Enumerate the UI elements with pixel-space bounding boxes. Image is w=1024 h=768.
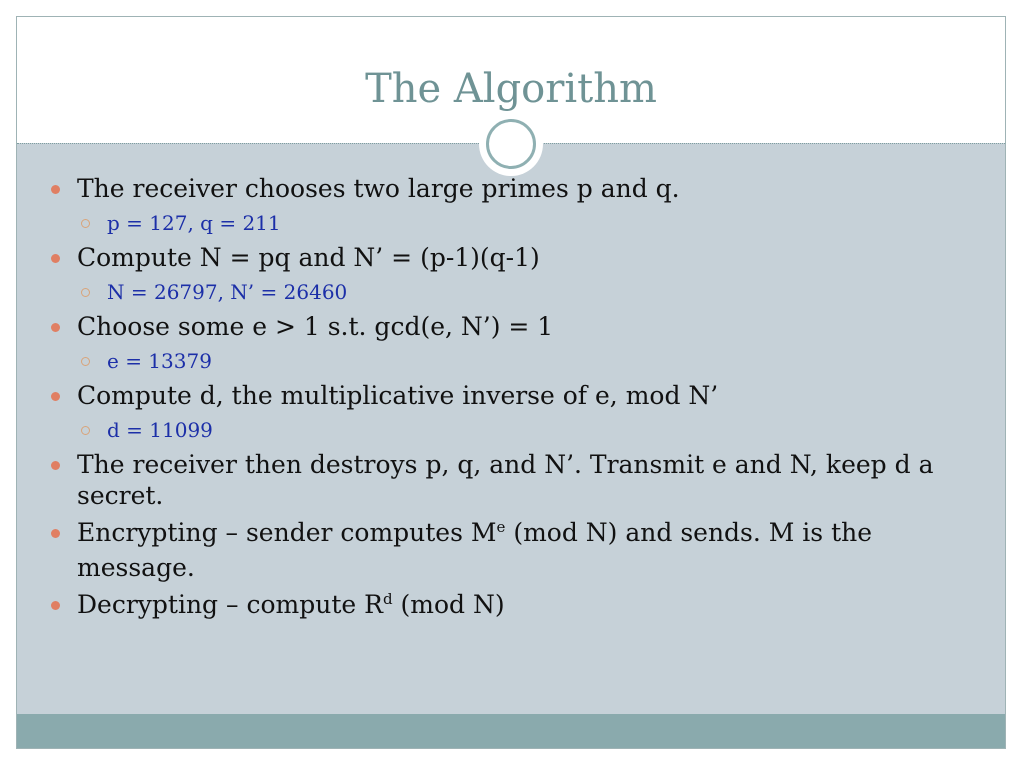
sub-bullet-circle-icon (81, 288, 90, 297)
bullet-dot-icon (51, 601, 60, 610)
bullet-dot-icon (51, 254, 60, 263)
bullet-dot-icon (51, 392, 60, 401)
bullet-text-end: (mod N) (392, 590, 505, 619)
sub-bullet-circle-icon (81, 426, 90, 435)
bullet-text: The receiver chooses two large primes p and q. (77, 174, 680, 203)
bullet-item (47, 589, 987, 624)
sub-bullet-circle-icon (81, 357, 90, 366)
bullet-text: Compute N = pq and N’ = (p-1)(q-1) (77, 243, 540, 272)
superscript-e: e (496, 518, 506, 536)
superscript-d: d (382, 590, 393, 608)
bullet-text-start: Encrypting – sender computes M (77, 518, 497, 547)
bullet-item (47, 311, 987, 342)
sub-bullet-text: d = 11099 (107, 418, 213, 442)
bullet-text: Compute d, the multiplicative inverse of e, mod N’ (77, 381, 719, 410)
bullet-item (47, 242, 987, 273)
sub-bullet-text: e = 13379 (107, 349, 212, 373)
bullet-item (47, 449, 987, 511)
bullet-dot-icon (51, 185, 60, 194)
sub-bullet-item (47, 210, 987, 236)
sub-bullet-item (47, 279, 987, 305)
footer-bar (17, 714, 1005, 748)
bullet-item (47, 517, 987, 583)
bullet-dot-icon (51, 529, 60, 538)
divider-ring-icon (486, 119, 536, 169)
sub-bullet-item (47, 417, 987, 443)
sub-bullet-item (47, 348, 987, 374)
bullet-item (47, 380, 987, 411)
bullet-text: The receiver then destroys p, q, and N’. Transmit e and N, keep d a secret. (77, 450, 934, 510)
slide-title: The Algorithm (365, 66, 657, 112)
bullet-list (47, 173, 987, 630)
slide-frame (16, 16, 1006, 749)
bullet-text-start: Decrypting – compute R (77, 590, 383, 619)
sub-bullet-text: p = 127, q = 211 (107, 211, 281, 235)
bullet-item (47, 173, 987, 204)
sub-bullet-circle-icon (81, 219, 90, 228)
sub-bullet-text: N = 26797, N’ = 26460 (107, 280, 348, 304)
bullet-dot-icon (51, 323, 60, 332)
bullet-text: Choose some e > 1 s.t. gcd(e, N’) = 1 (77, 312, 554, 341)
bullet-dot-icon (51, 461, 60, 470)
bullet-text-end: (mod N) and sends. M is the message. (77, 518, 873, 582)
